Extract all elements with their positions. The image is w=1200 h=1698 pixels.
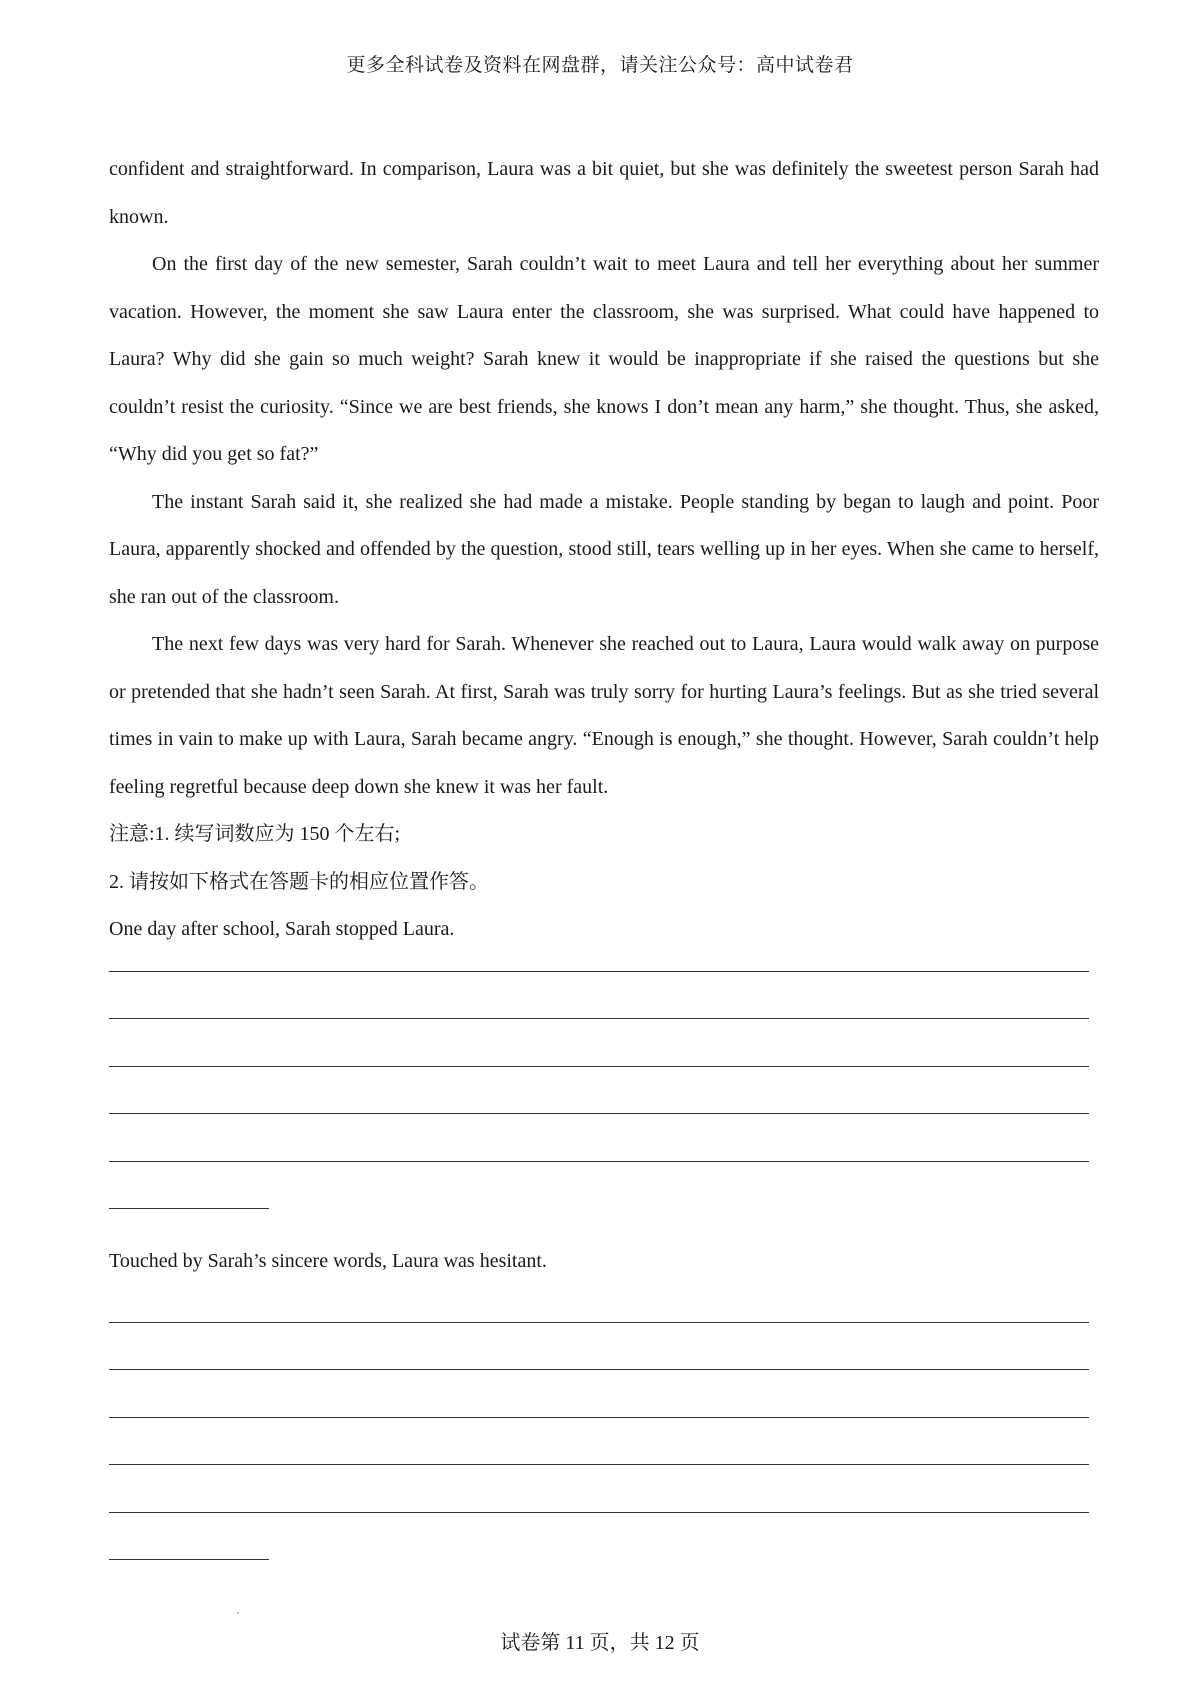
answer-line[interactable] <box>109 1287 1089 1335</box>
answer-line[interactable] <box>109 1126 1089 1174</box>
answer-area-2 <box>109 1287 1089 1572</box>
page-footer: 试卷第 11 页，共 12 页 <box>500 1632 700 1654</box>
continuation-prompt-2: Touched by Sarah’s sincere words, Laura was hesitant. <box>109 1250 547 1272</box>
answer-area-1 <box>109 936 1089 1221</box>
answer-line-short[interactable] <box>109 1174 1089 1222</box>
passage-paragraph-2: On the first day of the new semester, Sarah couldn’t wait to meet Laura and tell her everything about her summer vacation. However, the moment she saw Laura enter the classroom, she was surprised. What could have happened to Laura? Why did she gain so much weight? Sarah knew it would be inappropriate if she raised the questions but she couldn’t resist the curiosity. “Since we are best friends, she knows I don’t mean any harm,” she thought. Thus, she asked, “Why did you get so fat?” <box>109 253 1099 465</box>
answer-line[interactable] <box>109 1382 1089 1430</box>
page-header: 更多全科试卷及资料在网盘群，请关注公众号：高中试卷君 <box>346 55 854 76</box>
answer-line-short[interactable] <box>109 1525 1089 1573</box>
answer-line[interactable] <box>109 984 1089 1032</box>
passage-paragraph-3: The instant Sarah said it, she realized she had made a mistake. People standing by began to laugh and point. Poor Laura, apparently shocked and offended by the question, stood still, tears welling up in her eyes. When she came to herself, she ran out of the classroom. <box>109 490 1099 608</box>
answer-line[interactable] <box>109 1031 1089 1079</box>
passage-paragraph-1: confident and straightforward. In comparison, Laura was a bit quiet, but she was definitely the sweetest person Sarah had known. <box>109 158 1099 228</box>
note-answer-format: 2. 请按如下格式在答题卡的相应位置作答。 <box>109 870 489 893</box>
answer-line[interactable] <box>109 1079 1089 1127</box>
answer-line[interactable] <box>109 936 1089 984</box>
stray-mark <box>237 1612 239 1614</box>
answer-line[interactable] <box>109 1430 1089 1478</box>
answer-line[interactable] <box>109 1477 1089 1525</box>
passage-content <box>109 146 1099 954</box>
passage-paragraph-4: The next few days was very hard for Sarah. Whenever she reached out to Laura, Laura would walk away on purpose or pretended that she hadn’t seen Sarah. At first, Sarah was truly sorry for hurting Laura’s feelings. But as she tried several times in vain to make up with Laura, Sarah became angry. “Enough is enough,” she thought. However, Sarah couldn’t help feeling regretful because deep down she knew it was her fault. <box>109 633 1099 798</box>
answer-line[interactable] <box>109 1335 1089 1383</box>
continuation-prompt-1: One day after school, Sarah stopped Laura. <box>109 918 455 940</box>
note-word-count: 注意:1. 续写词数应为 150 个左右; <box>109 823 401 845</box>
